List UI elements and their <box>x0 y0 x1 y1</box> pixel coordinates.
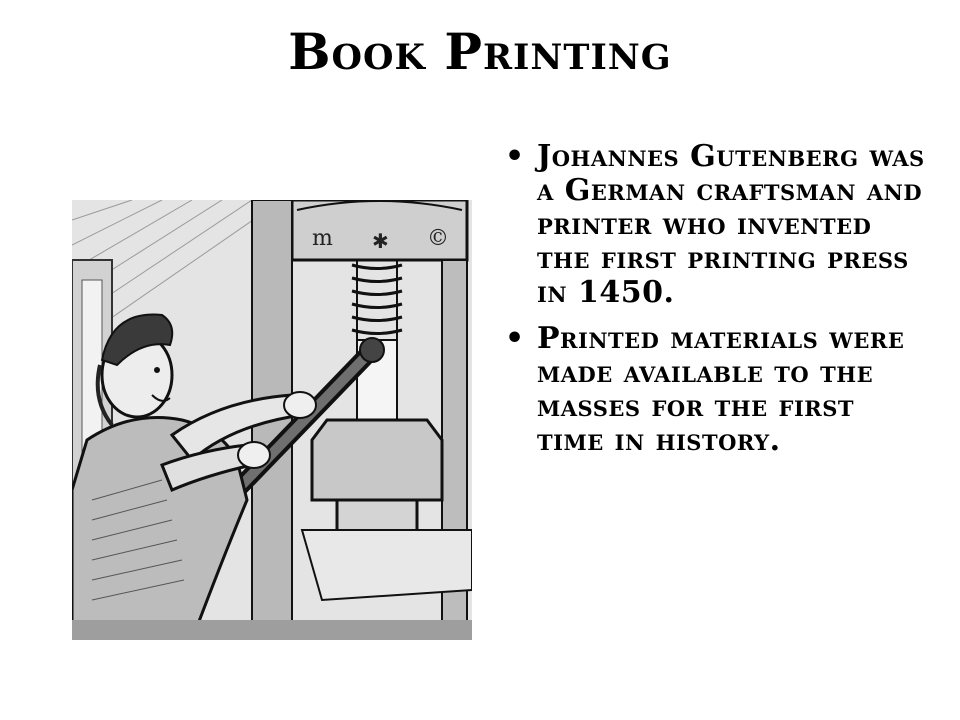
bullet-text: Printed materials were made available to the masses for the first time in history. <box>537 321 905 458</box>
svg-text:✱: ✱ <box>372 229 389 253</box>
bullet-dot: • <box>505 321 525 356</box>
svg-text:m: m <box>312 226 333 251</box>
slide-title: Book Printing <box>288 22 672 81</box>
bullet-text: Johannes Gutenberg was a German craftsman and printer who invented the first printing press in 1450. <box>537 139 925 310</box>
bullet-item <box>505 140 925 310</box>
bullet-item <box>505 322 925 458</box>
bullet-list <box>505 140 925 470</box>
svg-text:©: © <box>427 226 449 251</box>
bullet-dot: • <box>505 139 525 174</box>
printing-press-illustration <box>72 200 472 640</box>
